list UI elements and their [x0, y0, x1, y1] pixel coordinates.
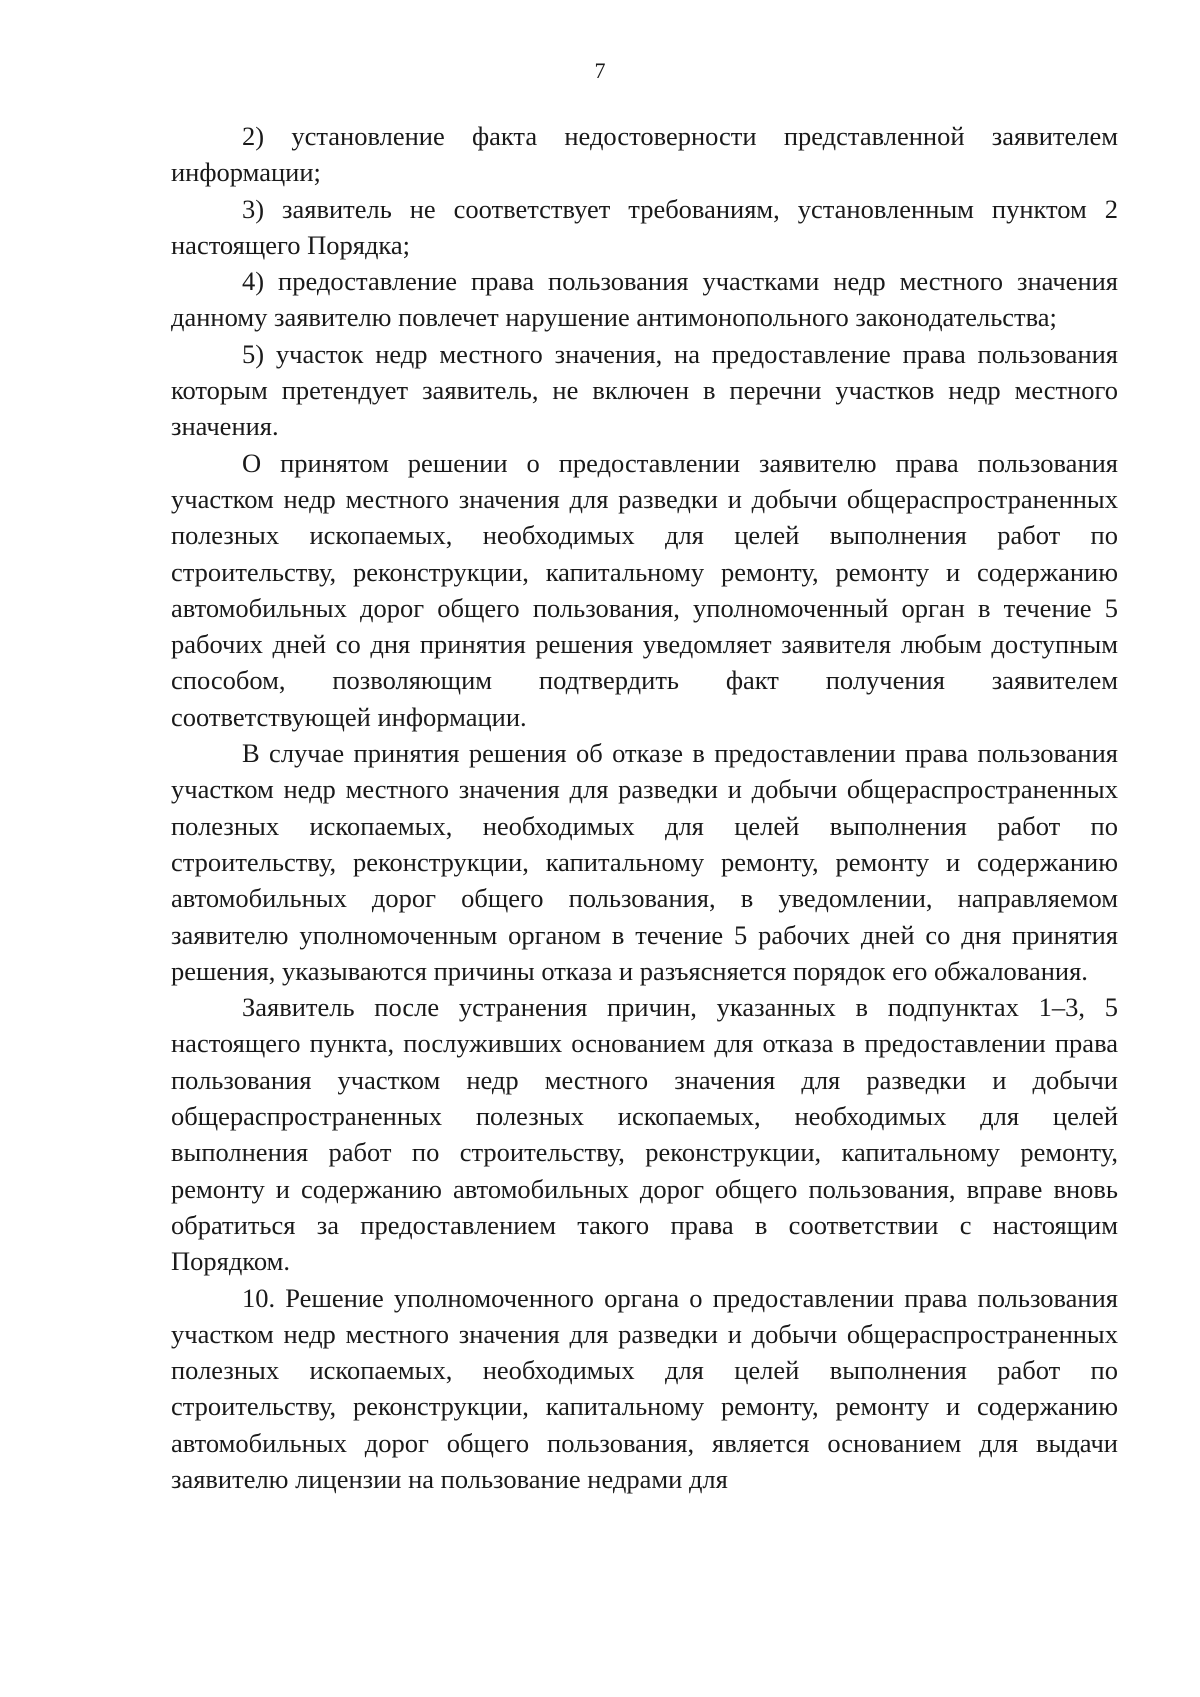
paragraph-item-2: 2) установление факта недостоверности представленной заявителем информации;: [171, 121, 1118, 188]
paragraph-reapplication: Заявитель после устранения причин, указанных в подпунктах 1–3, 5 настоящего пункта, послуживших основанием для отказа в предоставлении права пользования участком недр местного значения для разведки и добычи общераспространенных полезных ископаемых, необходимых для целей выполнения работ по строительству, реконструкции, капитальному ремонту, ремонту и содержанию автомобильных дорог общего пользования, вправе вновь обратиться за предоставлением такого права в соответствии с настоящим Порядком.: [171, 992, 1118, 1277]
paragraph-item-5: 5) участок недр местного значения, на предоставление права пользования которым претендует заявитель, не включен в перечни участков недр местного значения.: [171, 338, 1118, 442]
document-body: [171, 118, 1118, 1497]
paragraph-notification-approval: О принятом решении о предоставлении заявителю права пользования участком недр местного значения для разведки и добычи общераспространенных полезных ископаемых, необходимых для целей выполнения работ по строительству, реконструкции, капитальному ремонту, ремонту и содержанию автомобильных дорог общего пользования, уполномоченный орган в течение 5 рабочих дней со дня принятия решения уведомляет заявителя любым доступным способом, позволяющим подтвердить факт получения заявителем соответствующей информации.: [171, 447, 1118, 732]
paragraph-item-3: 3) заявитель не соответствует требованиям, установленным пунктом 2 настоящего Порядка;: [171, 193, 1118, 260]
page-number: 7: [594, 58, 606, 83]
paragraph-item-4: 4) предоставление права пользования участками недр местного значения данному заявителю повлечет нарушение антимонопольного законодательства;: [171, 266, 1118, 333]
paragraph-notification-refusal: В случае принятия решения об отказе в предоставлении права пользования участком недр местного значения для разведки и добычи общераспространенных полезных ископаемых, необходимых для целей выполнения работ по строительству, реконструкции, капитальному ремонту, ремонту и содержанию автомобильных дорог общего пользования, в уведомлении, направляемом заявителю уполномоченным органом в течение 5 рабочих дней со дня принятия решения, указываются причины отказа и разъясняется порядок его обжалования.: [171, 738, 1118, 986]
paragraph-clause-10: 10. Решение уполномоченного органа о предоставлении права пользования участком недр местного значения для разведки и добычи общераспространенных полезных ископаемых, необходимых для целей выполнения работ по строительству, реконструкции, капитальному ремонту, ремонту и содержанию автомобильных дорог общего пользования, является основанием для выдачи заявителю лицензии на пользование недрами для: [171, 1282, 1118, 1494]
